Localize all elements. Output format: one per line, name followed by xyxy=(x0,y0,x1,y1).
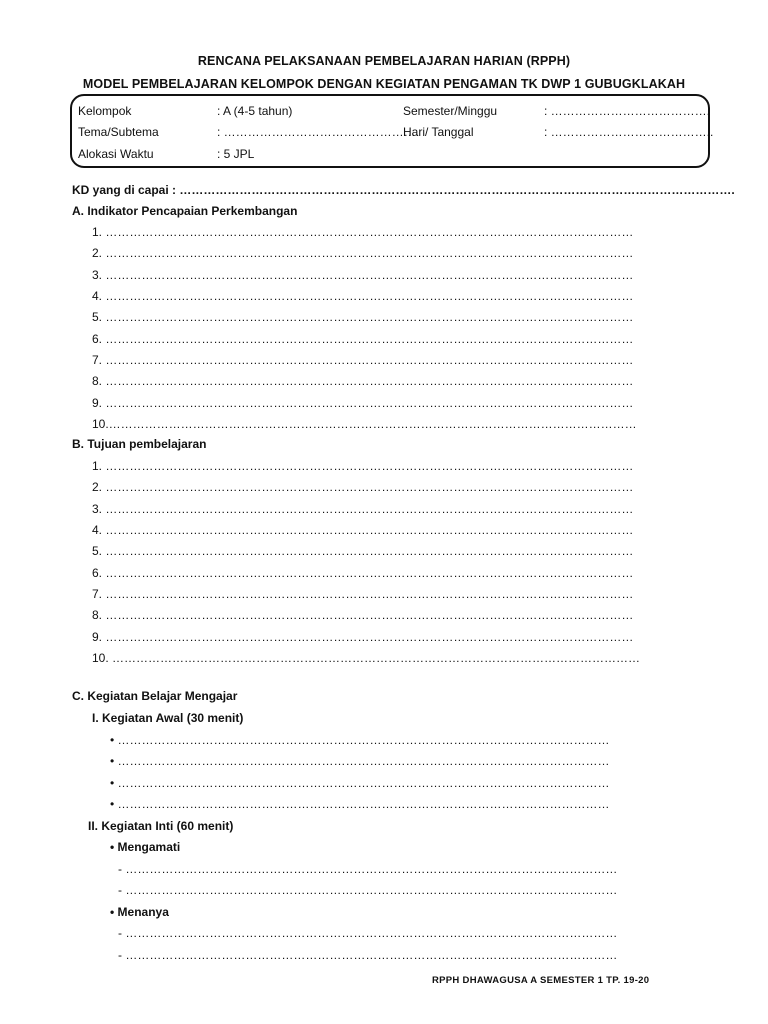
list-item: 4. …………………………………………………………………………………………………………………… xyxy=(92,523,634,537)
page-footer: RPPH DHAWAGUSA A SEMESTER 1 TP. 19-20 xyxy=(432,975,650,986)
section-a-heading: A. Indikator Pencapaian Perkembangan xyxy=(72,204,298,218)
bullet-item: • …………………………………………………………………………………………………………… xyxy=(110,754,610,768)
list-item: 2. …………………………………………………………………………………………………………………… xyxy=(92,246,634,260)
list-item: 2. …………………………………………………………………………………………………………………… xyxy=(92,480,634,494)
list-item: 8. …………………………………………………………………………………………………………………… xyxy=(92,608,634,622)
section-c-heading: C. Kegiatan Belajar Mengajar xyxy=(72,689,238,703)
list-item: 1. …………………………………………………………………………………………………………………… xyxy=(92,459,634,473)
hari-value: : ………………………………….. xyxy=(544,125,714,139)
dash-item: - …………………………………………………………………………………………………………… xyxy=(118,883,618,897)
document-title: RENCANA PELAKSANAAN PEMBELAJARAN HARIAN (RPPH) xyxy=(197,54,571,68)
alokasi-label: Alokasi Waktu xyxy=(78,147,154,161)
tema-value: : …………………………………………. xyxy=(217,125,420,139)
dash-item: - …………………………………………………………………………………………………………… xyxy=(118,926,618,940)
list-item: 9. …………………………………………………………………………………………………………………… xyxy=(92,630,634,644)
section-b-heading: B. Tujuan pembelajaran xyxy=(72,437,207,451)
tema-label: Tema/Subtema xyxy=(78,125,159,139)
mengamati-label: • Mengamati xyxy=(110,840,181,854)
list-item: 5. …………………………………………………………………………………………………………………… xyxy=(92,544,634,558)
menanya-label: • Menanya xyxy=(110,905,169,919)
alokasi-value: : 5 JPL xyxy=(217,147,255,161)
list-item: 1. …………………………………………………………………………………………………………………… xyxy=(92,225,634,239)
kegiatan-awal-heading: I. Kegiatan Awal (30 menit) xyxy=(92,711,244,725)
dash-item: - …………………………………………………………………………………………………………… xyxy=(118,862,618,876)
list-item: 3. …………………………………………………………………………………………………………………… xyxy=(92,502,634,516)
bullet-item: • …………………………………………………………………………………………………………… xyxy=(110,733,610,747)
bullet-item: • …………………………………………………………………………………………………………… xyxy=(110,797,610,811)
list-item: 10.…………………………………………………………………………………………………………………… xyxy=(92,417,637,431)
list-item: 5. …………………………………………………………………………………………………………………… xyxy=(92,310,634,324)
kelompok-value: : A (4-5 tahun) xyxy=(217,104,293,118)
list-item: 7. …………………………………………………………………………………………………………………… xyxy=(92,353,634,367)
list-item: 6. …………………………………………………………………………………………………………………… xyxy=(92,566,634,580)
list-item: 10. …………………………………………………………………………………………………………………… xyxy=(92,651,641,665)
kd-line: KD yang di capai : …………………………………………………………………………………………………………………………. xyxy=(72,183,735,197)
list-item: 8. …………………………………………………………………………………………………………………… xyxy=(92,374,634,388)
list-item: 9. …………………………………………………………………………………………………………………… xyxy=(92,396,634,410)
kelompok-label: Kelompok xyxy=(78,104,132,118)
list-item: 7. …………………………………………………………………………………………………………………… xyxy=(92,587,634,601)
dash-item: - …………………………………………………………………………………………………………… xyxy=(118,948,618,962)
semester-value: : …………………………………. xyxy=(544,104,711,118)
kegiatan-inti-heading: II. Kegiatan Inti (60 menit) xyxy=(88,819,234,833)
semester-label: Semester/Minggu xyxy=(403,104,498,118)
list-item: 3. …………………………………………………………………………………………………………………… xyxy=(92,268,634,282)
list-item: 6. …………………………………………………………………………………………………………………… xyxy=(92,332,634,346)
bullet-item: • …………………………………………………………………………………………………………… xyxy=(110,776,610,790)
list-item: 4. …………………………………………………………………………………………………………………… xyxy=(92,289,634,303)
document-subtitle: MODEL PEMBELAJARAN KELOMPOK DENGAN KEGIATAN PENGAMAN TK DWP 1 GUBUGKLAKAH xyxy=(82,77,686,91)
hari-label: Hari/ Tanggal xyxy=(403,125,474,139)
